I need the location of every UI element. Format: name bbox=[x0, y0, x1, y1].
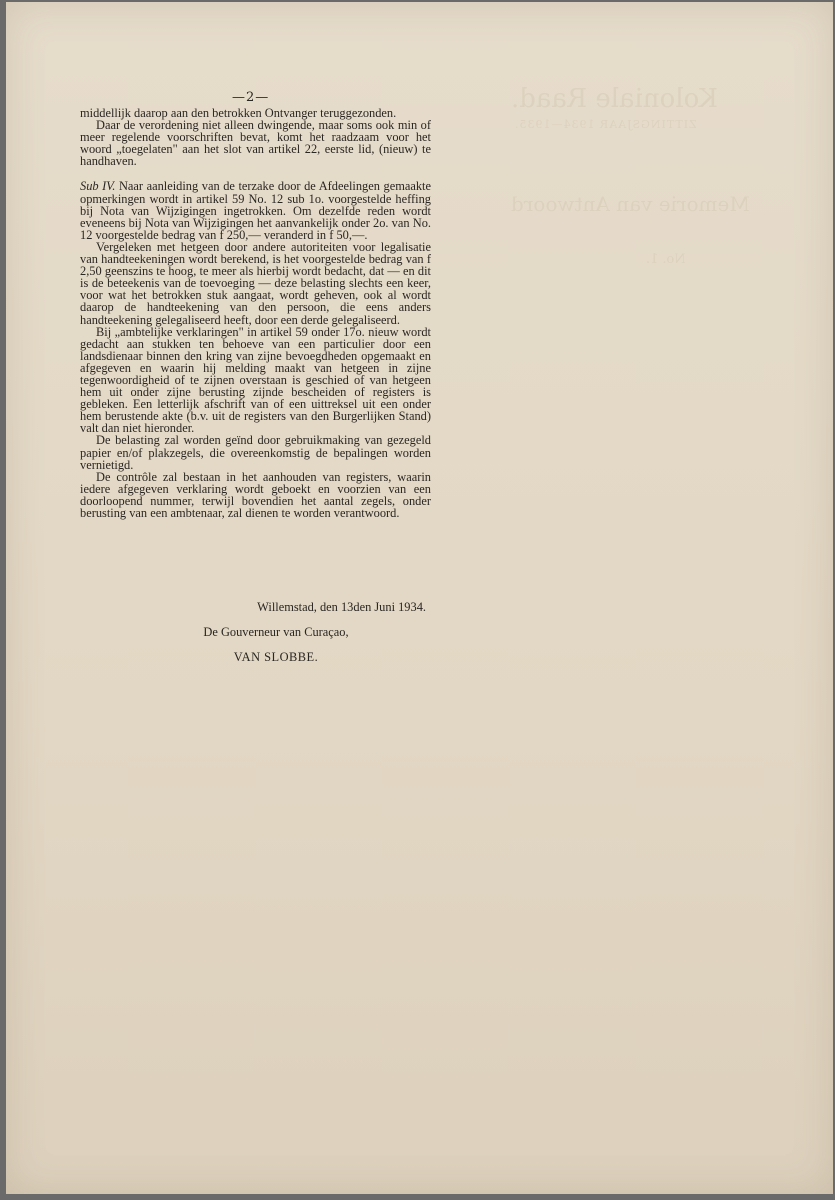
place-date: Willemstad, den 13den Juni 1934. bbox=[257, 600, 426, 614]
signature-name: VAN SLOBBE. bbox=[233, 650, 319, 664]
paragraph-toegelaten: Daar de verordening niet alleen dwingende, maar soms ook min of meer regelende voorschriften bevat, komt het raadzaam voor het woord „toegelaten" aan het slot van artikel 22, eerste lid, (nieuw) te handhaven. bbox=[80, 118, 431, 169]
paragraph-sub-iv bbox=[80, 180, 431, 240]
paragraph-ambtelijke-verklaringen: Bij „ambtelijke verklaringen" in artikel 59 onder 17o. nieuw wordt gedacht aan stukken ten behoeve van een particulier door een landsdienaar binnen den kring van zijne bevoegdheden opgemaakt en afgegeven en waarin hij melding maakt van hetgeen in zijne tegenwoordigheid of te zijnen overstaan is geschied of van hetgeen hem uit onder zijne berusting zijnde bescheiden of registers is gebleken. Een letterlijk afschrift van of een uittreksel uit een onder hem berustende akte (b.v. uit de registers van den Burgerlijken Stand) valt dan niet hieronder. bbox=[80, 324, 431, 436]
bleed-through-heading: Koloniale Raad. bbox=[511, 84, 718, 114]
document-page bbox=[6, 2, 833, 1194]
sub-iv-text: Naar aanleiding van de terzake door de Afdeelingen gemaakte opmerkingen wordt in artikel 59 No. 12 sub 1o. voorgestelde heffing bij Nota van Wijzigingen ingetrokken. Om dezelfde reden wordt eveneens bij Nota van Wijzigingen het aanvankelijk onder 2o. van No. 12 voorgestelde bedrag van f 250,— veranderd in f 50,—. bbox=[80, 179, 431, 242]
paragraph-controle: De contrôle zal bestaan in het aanhouden van registers, waarin iedere afgegeven verklaring wordt geboekt en voorzien van een doorloopend nummer, terwijl bovendien het aantal zegels, onder berusting van een ambtenaar, zal dienen te worden verantwoord. bbox=[80, 469, 431, 520]
paragraph-continuation: middellijk daarop aan den betrokken Ontvanger teruggezonden. bbox=[80, 106, 397, 120]
bleed-through-title: Memorie van Antwoord bbox=[511, 192, 750, 216]
paragraph-belasting: De belasting zal worden geïnd door gebruikmaking van gezegeld papier en/of plakzegels, die overeenkomstig de bepalingen worden vernietigd. bbox=[80, 433, 431, 472]
bleed-through-number: No. 1. bbox=[646, 252, 686, 267]
page-number: —2— bbox=[232, 90, 270, 105]
body-text bbox=[80, 107, 431, 519]
governor-title: De Gouverneur van Curaçao, bbox=[203, 625, 349, 639]
bleed-through-session: ZITTINGSJAAR 1934—1935. bbox=[514, 118, 697, 131]
sub-iv-label: Sub IV. bbox=[80, 179, 116, 194]
paragraph-legalisatie: Vergeleken met hetgeen door andere autoriteiten voor legalisatie van handteekeningen wordt berekend, is het voorgestelde bedrag van f 2,50 geenszins te hoog, te meer als hierbij wordt bedacht, dat — en dit is de beteekenis van de toevoeging — deze belasting slechts een keer, voor wat het betrokken stuk aangaat, wordt geheven, ook al wordt daarop de handteekening van den persoon, die eens anders handteekening gelegaliseerd heeft, door een derde gelegaliseerd. bbox=[80, 239, 431, 327]
